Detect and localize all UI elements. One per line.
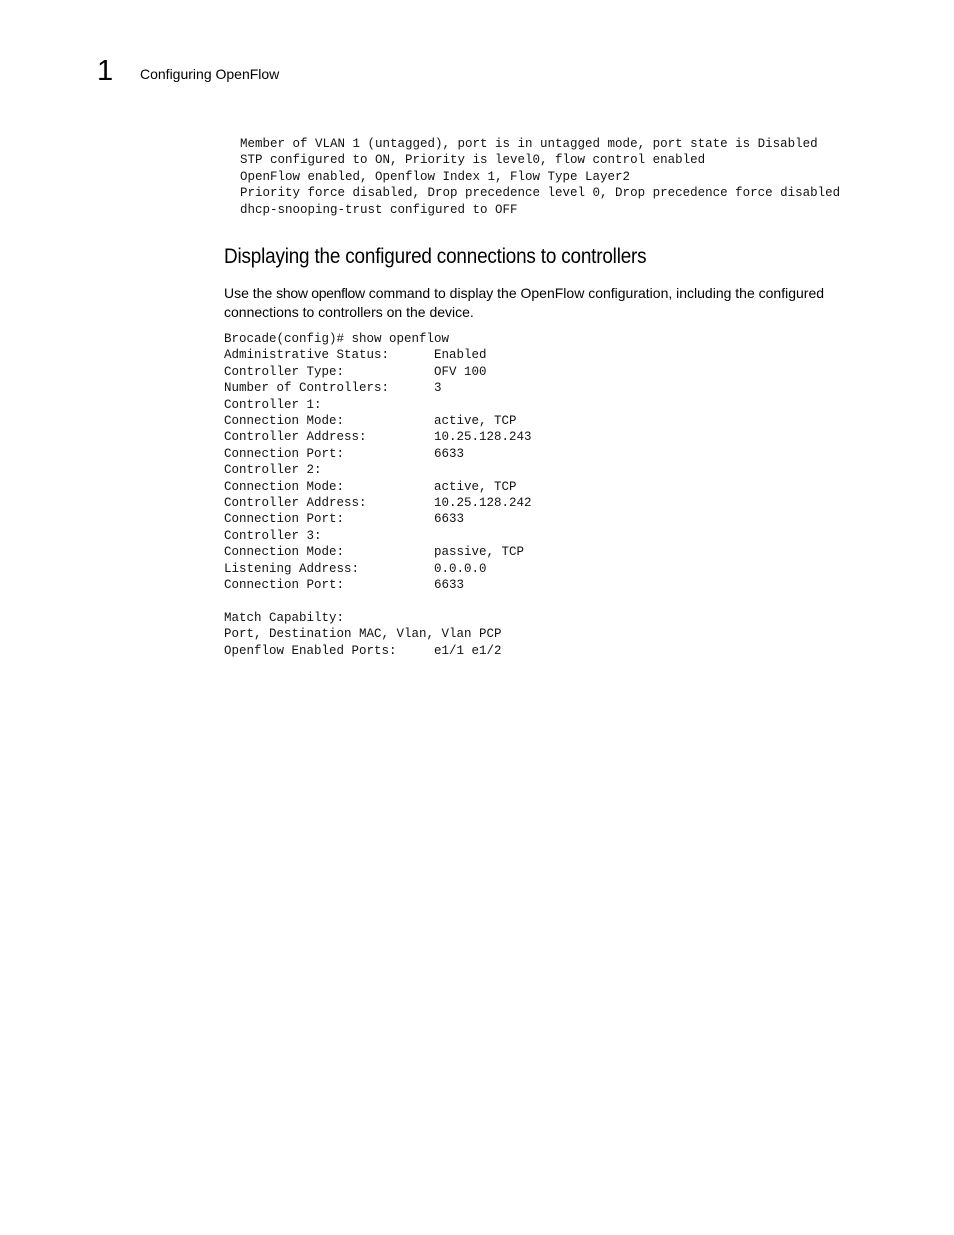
chapter-number: 1 [97,55,114,87]
body-paragraph [224,284,874,322]
chapter-title: Configuring OpenFlow [140,66,280,82]
code-block-show-openflow: Brocade(config)# show openflow Administrative Status: Enabled Controller Type: OFV 100 Number of Controllers: 3 Controller 1: Connection Mode: active, TCP Controller Address: 10.25.128.243 Connection Port: 6633 Controller 2: Connection Mode: active, TCP Controller Address: 10.25.128.242 Connection Port: 6633 Controller 3: Connection Mode: passive, TCP Listening Address: 0.0.0.0 Connection Port: 6633 Match Capabilty: Port, Destination MAC, Vlan, Vlan PCP Openflow Enabled Ports: e1/1 e1/2 [224,332,532,658]
section-heading: Displaying the configured connections to controllers [224,245,647,268]
code-block-port-status: Member of VLAN 1 (untagged), port is in untagged mode, port state is Disabled STP configured to ON, Priority is level0, flow control enabled OpenFlow enabled, Openflow Index 1, Flow Type Layer2 Priority force disabled, Drop precedence level 0, Drop precedence force disabled dhcp-snooping-trust configured to OFF [240,137,841,217]
command-name: show openflow [276,285,365,301]
para-text-before: Use the [224,285,277,301]
para-text-after: command to display the OpenFlow configuration, including the configured connections to controllers on the device. [224,285,825,320]
